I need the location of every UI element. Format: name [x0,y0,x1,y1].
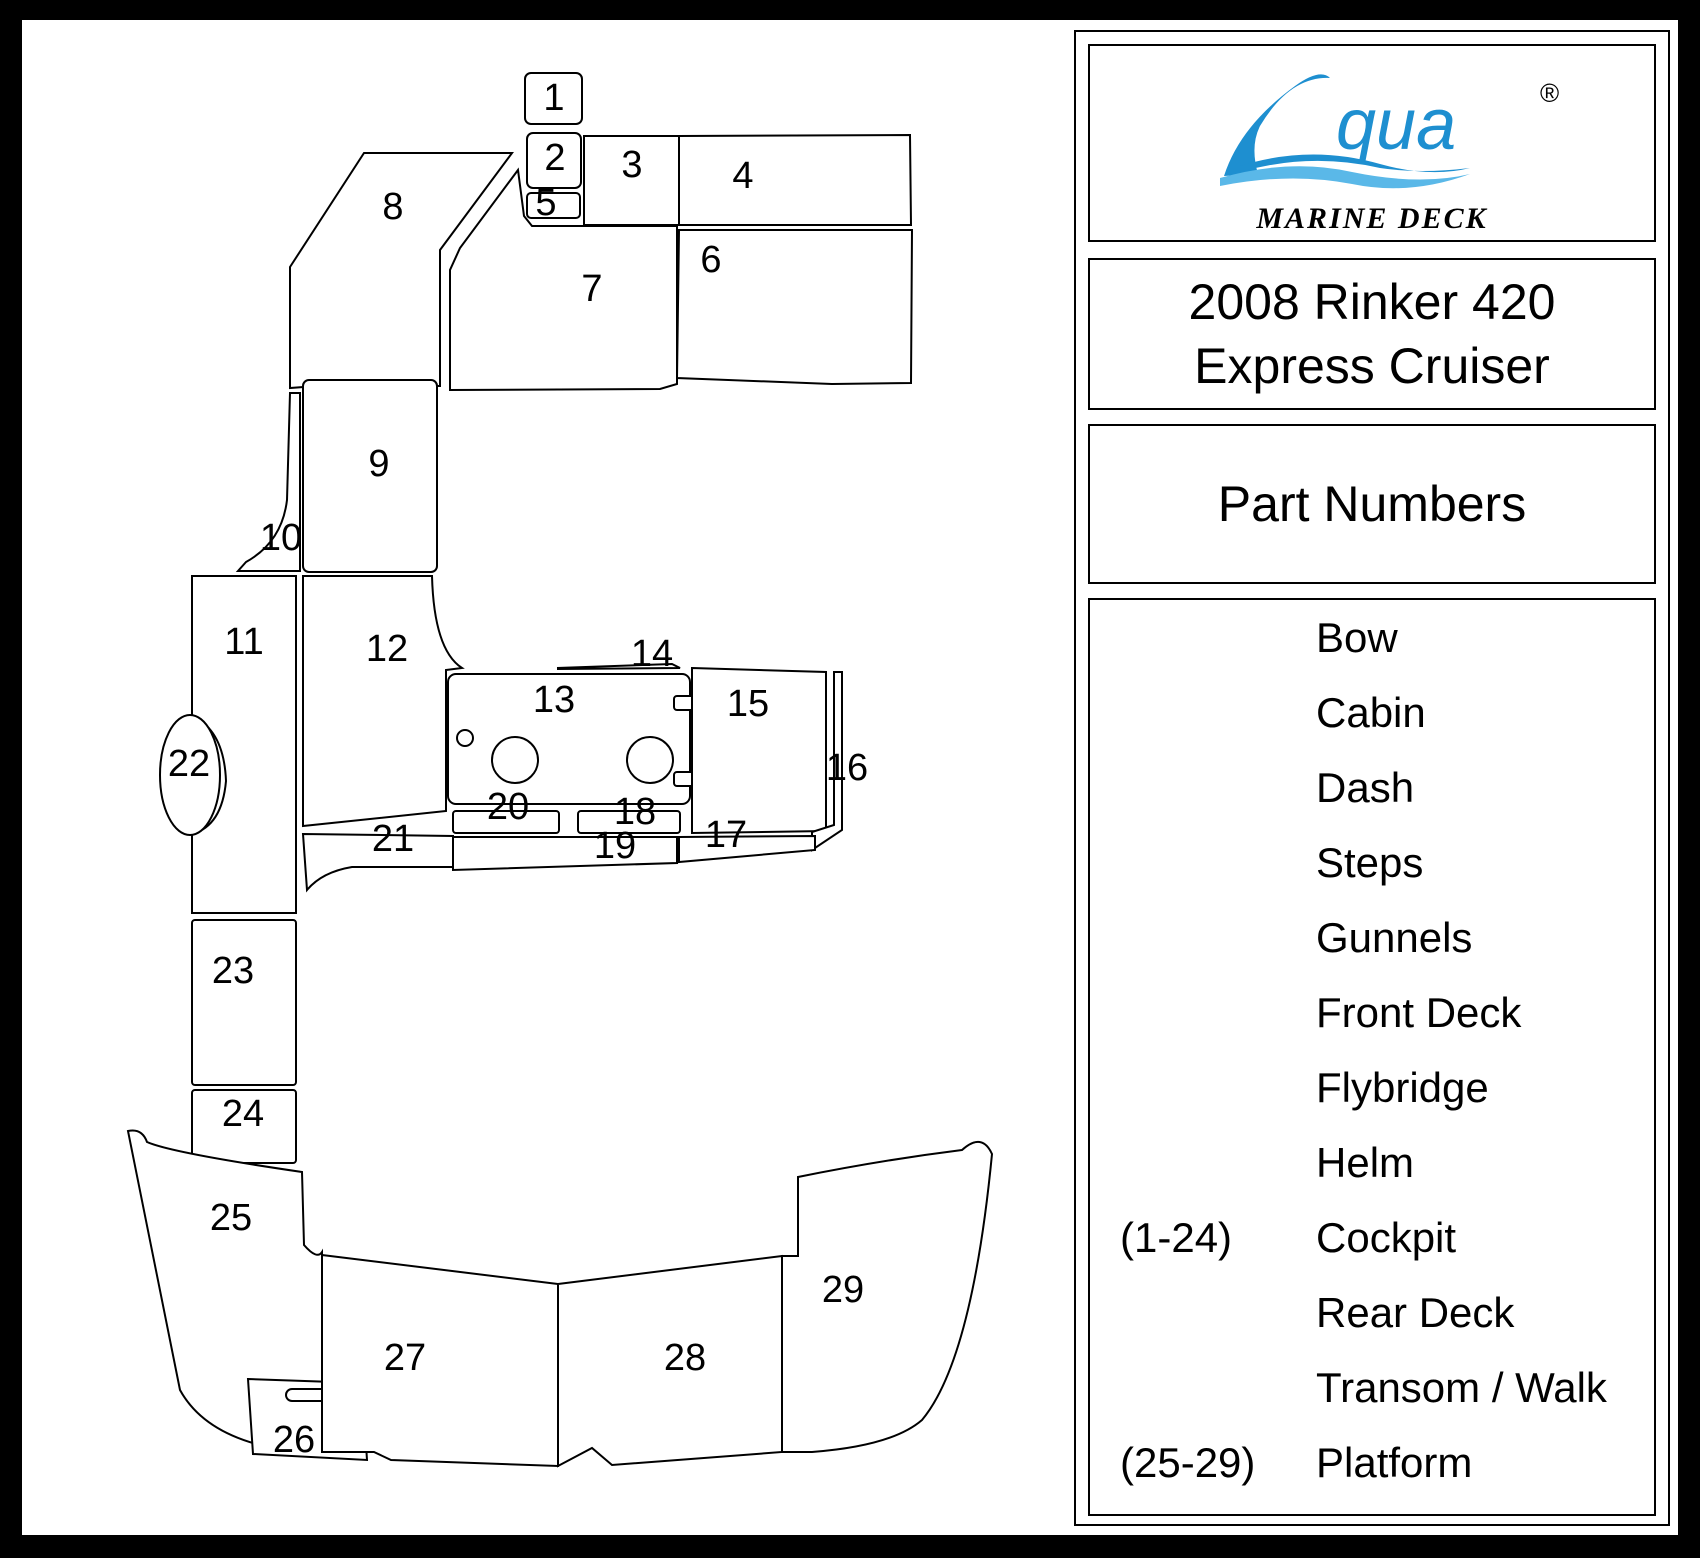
legend-range: (25-29) [1120,1439,1256,1486]
legend-row [1090,1139,1654,1199]
part-10-label: 10 [259,517,303,560]
legend-name: Transom / Walk [1316,1364,1607,1411]
part-29-shape[interactable] [782,1142,992,1452]
part-20-label: 20 [486,786,530,829]
legend-row [1090,1439,1654,1499]
logo-tagline: MARINE DECK [1256,202,1488,235]
part-28-label: 28 [663,1337,707,1380]
legend-name: Gunnels [1316,914,1473,961]
part-24-label: 24 [221,1093,265,1136]
legend-row [1090,1214,1654,1274]
legend-row [1090,1289,1654,1349]
subtitle: Part Numbers [1217,476,1527,532]
part-6-label: 6 [700,239,722,282]
legend-row [1090,614,1654,674]
diagram-sheet [22,20,1678,1535]
part-23-shape[interactable] [192,920,296,1085]
legend-name: Rear Deck [1316,1289,1515,1336]
legend-box [1088,598,1656,1516]
part-19-label: 19 [593,825,637,868]
part-27-label: 27 [383,1337,427,1380]
legend-row [1090,914,1654,974]
part-11-label: 11 [224,621,264,664]
registered-mark: ® [1540,78,1560,108]
legend-row [1090,764,1654,824]
info-panel [1074,30,1670,1526]
part-8-label: 8 [382,186,404,229]
legend-row [1090,989,1654,1049]
legend-name: Dash [1316,764,1415,811]
legend-name: Flybridge [1316,1064,1489,1111]
part-13-hole-left [492,737,538,783]
legend-name: Helm [1316,1139,1415,1186]
title-box [1088,258,1656,410]
title-line-1: 2008 Rinker 420 [1188,274,1556,330]
part-13-label: 13 [532,679,576,722]
part-16-label: 16 [825,747,869,790]
part-21-label: 21 [371,818,415,861]
legend-name: Steps [1316,839,1424,886]
part-18-label: 18 [613,791,657,834]
legend-name: Front Deck [1316,989,1522,1036]
title-line-2: Express Cruiser [1194,338,1550,394]
legend-row [1090,1064,1654,1124]
legend-name: Cockpit [1316,1214,1457,1261]
legend-row [1090,839,1654,899]
legend-row [1090,1364,1654,1424]
subtitle-box [1088,424,1656,584]
part-12-shape[interactable] [303,576,462,826]
legend-name: Platform [1316,1439,1473,1486]
logo-word-text: qua [1336,85,1457,165]
legend-name: Cabin [1316,689,1426,736]
part-22-label: 22 [167,743,211,786]
part-5-label: 5 [535,182,557,225]
part-25-label: 25 [209,1197,253,1240]
part-13-hole-right [627,737,673,783]
part-7-label: 7 [581,268,603,311]
legend-range: (1-24) [1120,1214,1233,1261]
deck-layout-diagram [22,20,1062,1535]
part-4-shape[interactable] [679,135,911,225]
part-1-label: 1 [543,77,565,120]
part-14-label: 14 [630,633,674,676]
part-2-label: 2 [544,137,566,180]
part-9-label: 9 [368,443,390,486]
part-3-label: 3 [621,144,643,187]
part-26-label: 26 [272,1419,316,1462]
part-12-label: 12 [365,628,409,671]
part-23-label: 23 [211,950,255,993]
logo-box [1088,44,1656,242]
part-27-shape[interactable] [322,1255,558,1466]
part-17-label: 17 [704,814,748,857]
part-29-label: 29 [821,1269,865,1312]
part-4-label: 4 [732,155,754,198]
legend-name: Bow [1316,614,1398,661]
legend-row [1090,689,1654,749]
part-15-label: 15 [726,683,770,726]
part-13-hole-small [457,730,473,746]
part-19-shape[interactable] [453,837,677,870]
